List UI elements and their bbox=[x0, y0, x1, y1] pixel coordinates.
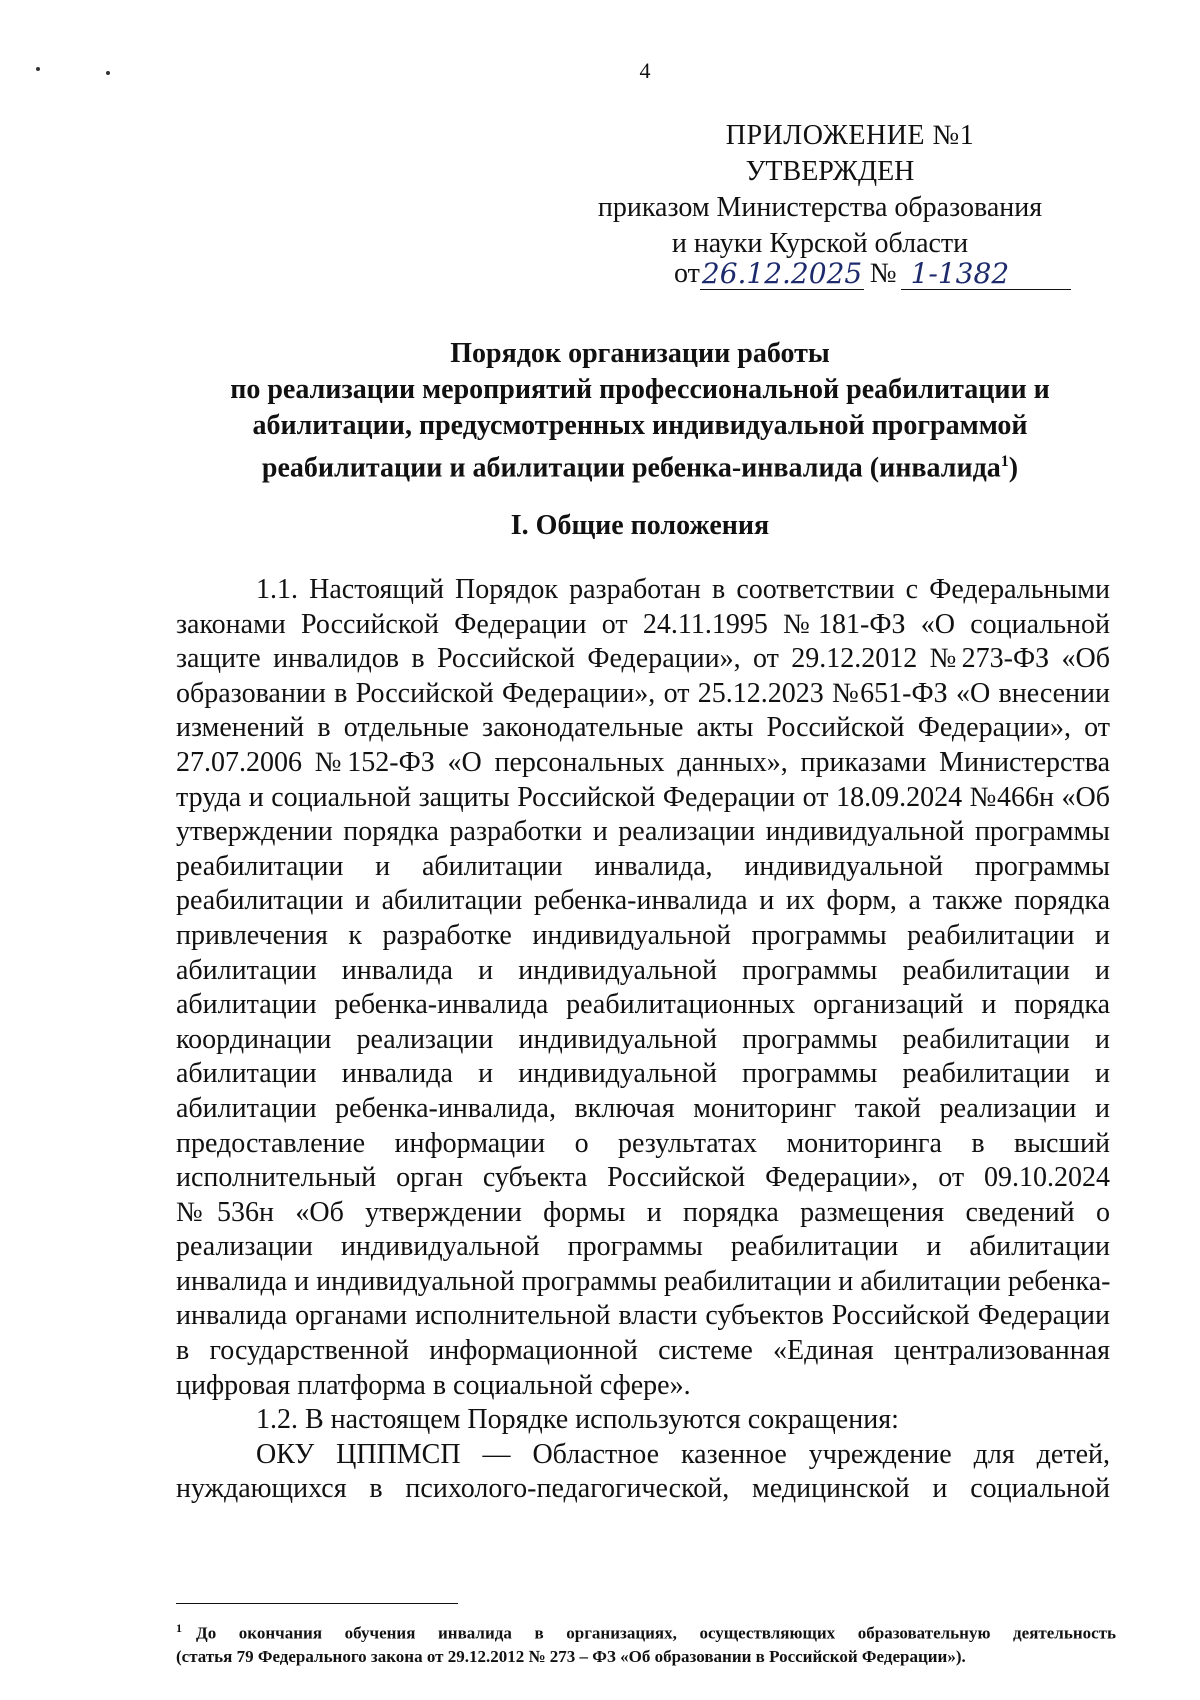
body-line: инвалида органами исполнительной власти субъектов Российской Федерации bbox=[176, 1300, 1110, 1332]
body-line: 27.07.2006 №152-ФЗ «О персональных данных», приказами Министерства bbox=[176, 746, 1110, 778]
title-line: Порядок организации работы bbox=[450, 338, 830, 369]
body-line: реализации индивидуальной программы реабилитации и абилитации bbox=[176, 1231, 1110, 1263]
footnote bbox=[176, 1617, 1116, 1668]
body-line: №536н «Об утверждении формы и порядка размещения сведений о bbox=[176, 1196, 1110, 1228]
body-line: координации реализации индивидуальной программы реабилитации и bbox=[176, 1023, 1110, 1055]
body-line: 1.2. В настоящем Порядке используются сокращения: bbox=[256, 1404, 899, 1436]
title-line: по реализации мероприятий профессиональной реабилитации и bbox=[230, 374, 1050, 405]
footnote-line: (статья 79 Федерального закона от 29.12.2012 № 273 – ФЗ «Об образовании в Российской Федерации»). bbox=[176, 1646, 966, 1666]
body-line: абилитации ребенка-инвалида реабилитационных организаций и порядка bbox=[176, 989, 1110, 1021]
footnote-reference: 1 bbox=[1000, 453, 1009, 470]
body-line: 1.1. Настоящий Порядок разработан в соответствии с Федеральными bbox=[256, 574, 1110, 605]
title-line-text: реабилитации и абилитации ребенка-инвалида (инвалида bbox=[261, 452, 1001, 484]
ministry-label: и науки Курской области bbox=[671, 228, 969, 259]
body-line: исполнительный орган субъекта Российской Федерации», от 09.10.2024 bbox=[176, 1162, 1110, 1194]
body-line: нуждающихся в психолого-педагогической, медицинской и социальной bbox=[176, 1473, 1110, 1505]
body-line: абилитации инвалида и индивидуальной программы реабилитации и bbox=[176, 1058, 1110, 1090]
footnote-line bbox=[176, 1617, 1116, 1645]
number-label: № bbox=[869, 258, 897, 289]
body-line: труда и социальной защиты Российской Федерации от 18.09.2024 №466н «Об bbox=[176, 781, 1110, 813]
body-line: реабилитации и абилитации инвалида, индивидуальной программы bbox=[176, 850, 1110, 882]
body-line: привлечения к разработке индивидуальной программы реабилитации и bbox=[176, 919, 1110, 951]
body-line: образовании в Российской Федерации», от 25.12.2023 №651-ФЗ «О внесении bbox=[176, 677, 1110, 709]
appendix-label: ПРИЛОЖЕНИЕ №1 bbox=[725, 120, 975, 151]
body-line: реабилитации и абилитации ребенка-инвалида и их форм, а также порядка bbox=[176, 885, 1110, 917]
footnote-line-text: До окончания обучения инвалида в организациях, осуществляющих образовательную деятельность bbox=[196, 1623, 1116, 1643]
order-reference bbox=[674, 258, 1071, 290]
body-line: ОКУ ЦППМСП — Областное казенное учреждение для детей, bbox=[256, 1438, 1110, 1470]
footnote-divider bbox=[176, 1603, 458, 1604]
title-line bbox=[170, 444, 1110, 486]
body-line: абилитации ребенка-инвалида, включая мониторинг такой реализации и bbox=[176, 1092, 1110, 1124]
approval-header bbox=[570, 118, 1070, 262]
body-line: изменений в отдельные законодательные акты Российской Федерации», от bbox=[176, 712, 1110, 744]
body-text bbox=[176, 573, 1110, 1507]
footnote-mark: 1 bbox=[176, 1621, 182, 1635]
section-heading: I. Общие положения bbox=[510, 510, 770, 541]
approved-label: УТВЕРЖДЕН bbox=[745, 156, 915, 187]
body-line: цифровая платформа в социальной сфере». bbox=[176, 1369, 691, 1401]
handwritten-number: 1-1382 bbox=[901, 259, 1071, 290]
body-line: утверждении порядка разработки и реализации индивидуальной программы bbox=[176, 816, 1110, 848]
title-line: абилитации, предусмотренных индивидуальной программой bbox=[252, 410, 1028, 441]
from-label: от bbox=[674, 258, 700, 289]
body-line: предоставление информации о результатах мониторинга в высший bbox=[176, 1127, 1110, 1159]
body-line: в государственной информационной системе «Единая централизованная bbox=[176, 1335, 1110, 1367]
scan-artifact-dot bbox=[36, 67, 40, 71]
body-line: законами Российской Федерации от 24.11.1995 №181-ФЗ «О социальной bbox=[176, 608, 1110, 640]
handwritten-date: 26.12.2025 bbox=[701, 257, 863, 290]
body-line: инвалида и индивидуальной программы реабилитации и абилитации ребенка- bbox=[176, 1265, 1111, 1297]
document-title bbox=[170, 336, 1110, 486]
title-line-end: ) bbox=[1008, 452, 1019, 484]
body-line: абилитации инвалида и индивидуальной программы реабилитации и bbox=[176, 954, 1110, 986]
by-order-label: приказом Министерства образования bbox=[597, 192, 1043, 223]
scan-artifact-dot bbox=[106, 71, 110, 75]
page-number: 4 bbox=[639, 58, 651, 83]
body-line: защите инвалидов в Российской Федерации», от 29.12.2012 №273-ФЗ «Об bbox=[176, 643, 1110, 675]
